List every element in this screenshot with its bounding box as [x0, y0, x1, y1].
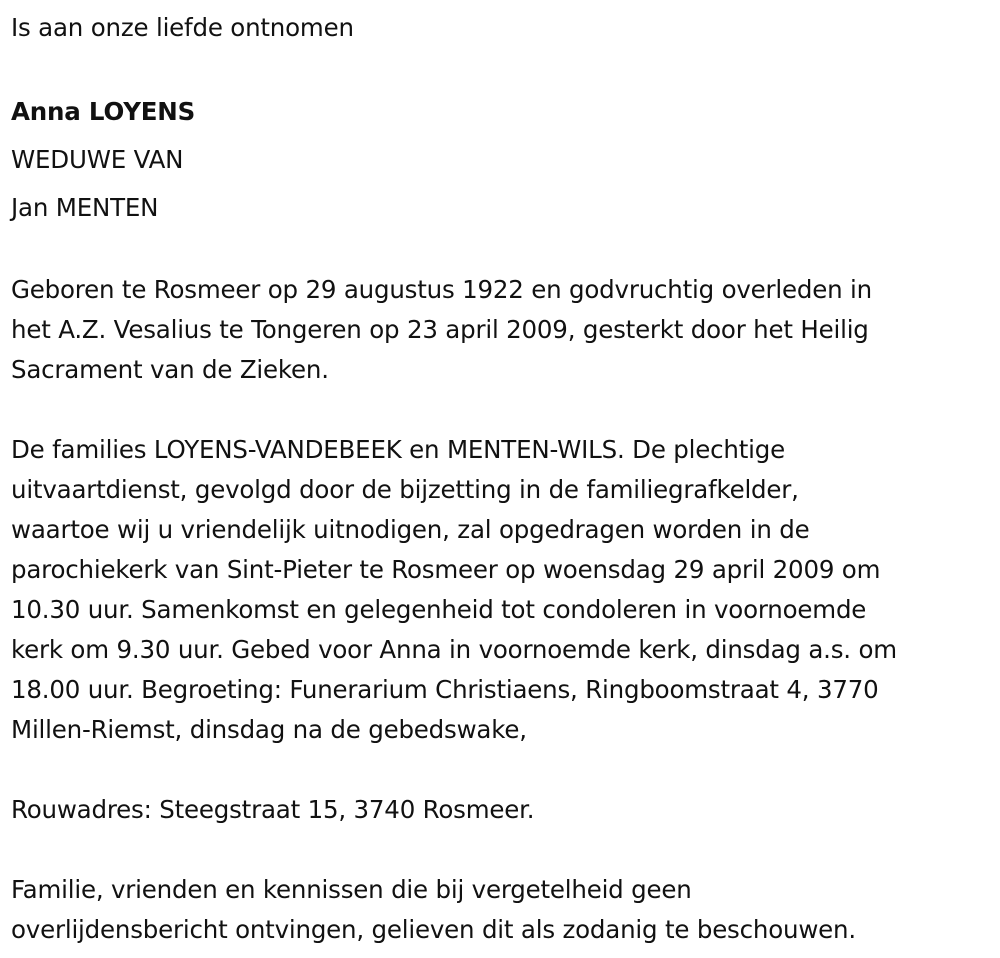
paragraph-line: uitvaartdienst, gevolgd door de bijzetting in de familiegrafkelder, [11, 475, 799, 504]
spacer [11, 390, 1000, 430]
spouse-name: Jan MENTEN [11, 193, 159, 222]
paragraph-line: overlijdensbericht ontvingen, gelieven dit als zodanig te beschouwen. [11, 915, 856, 944]
paragraph-line: 10.30 uur. Samenkomst en gelegenheid tot condoleren in voornoemde [11, 595, 867, 624]
paragraph-line: De families LOYENS-VANDEBEEK en MENTEN-WILS. De plechtige [11, 435, 785, 464]
paragraph-line: Familie, vrienden en kennissen die bij vergetelheid geen [11, 875, 692, 904]
marital-status: WEDUWE VAN [11, 145, 184, 174]
spacer [11, 750, 1000, 790]
spacer [11, 48, 1000, 88]
paragraph-line: het A.Z. Vesalius te Tongeren op 23 april 2009, gesterkt door het Heilig [11, 315, 869, 344]
spacer [11, 830, 1000, 870]
paragraph-line: parochiekerk van Sint-Pieter te Rosmeer op woensdag 29 april 2009 om [11, 555, 881, 584]
paragraph-line: 18.00 uur. Begroeting: Funerarium Christiaens, Ringboomstraat 4, 3770 [11, 675, 879, 704]
paragraph-line: Sacrament van de Zieken. [11, 355, 329, 384]
paragraph-line: Millen-Riemst, dinsdag na de gebedswake, [11, 715, 527, 744]
funeral-paragraph [11, 430, 1000, 750]
intro-line: Is aan onze liefde ontnomen [11, 13, 354, 42]
deceased-name: Anna LOYENS [11, 97, 196, 126]
spacer [11, 232, 1000, 270]
mourning-address: Rouwadres: Steegstraat 15, 3740 Rosmeer. [11, 795, 535, 824]
closing-paragraph [11, 870, 1000, 950]
birth-death-paragraph [11, 270, 1000, 390]
paragraph-line: Geboren te Rosmeer op 29 augustus 1922 en godvruchtig overleden in [11, 275, 872, 304]
paragraph-line: waartoe wij u vriendelijk uitnodigen, zal opgedragen worden in de [11, 515, 810, 544]
paragraph-line: kerk om 9.30 uur. Gebed voor Anna in voornoemde kerk, dinsdag a.s. om [11, 635, 897, 664]
